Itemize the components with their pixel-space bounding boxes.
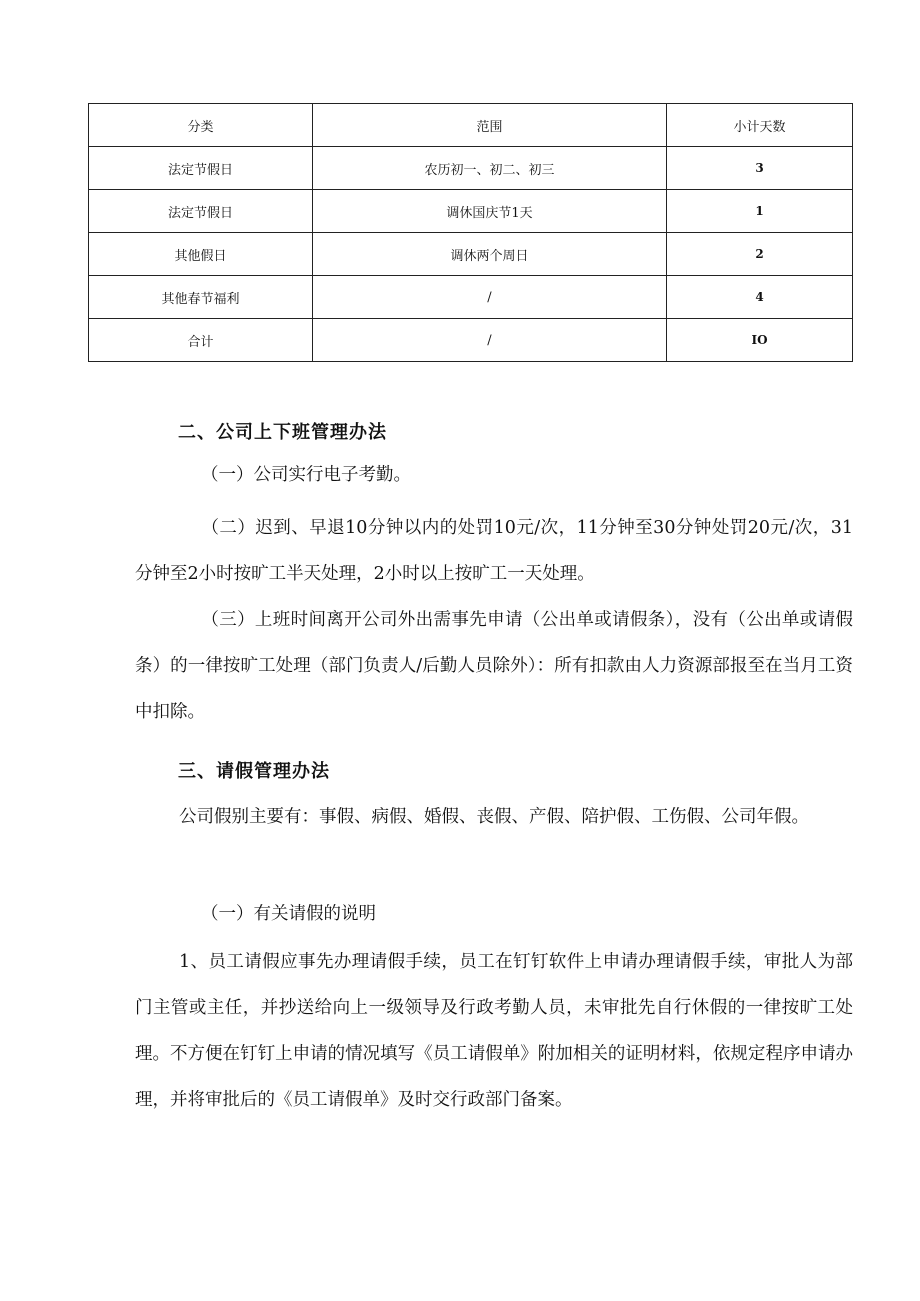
cell-scope: 调休两个周日 bbox=[313, 233, 667, 276]
cell-category: 其他假日 bbox=[89, 233, 313, 276]
cell-scope: 调休国庆节1天 bbox=[313, 190, 667, 233]
section3-title: 三、请假管理办法 bbox=[178, 761, 330, 782]
header-scope: 范围 bbox=[313, 104, 667, 147]
holiday-table bbox=[88, 103, 853, 362]
table-row bbox=[89, 233, 853, 276]
cell-days: 3 bbox=[667, 147, 853, 190]
section3-paragraph-3: 1、员工请假应事先办理请假手续，员工在钉钉软件上申请办理请假手续，审批人为部门主管或主任，并抄送给向上一级领导及行政考勤人员，未审批先自行休假的一律按旷工处理。不方便在钉钉上申请的情况填写《员工请假单》附加相关的证明材料，依规定程序申请办理，并将审批后的《员工请假单》及时交行政部门备案。 bbox=[135, 952, 853, 1110]
cell-category: 法定节假日 bbox=[89, 190, 313, 233]
cell-category: 法定节假日 bbox=[89, 147, 313, 190]
table-total-row bbox=[89, 319, 853, 362]
section2-paragraph-1: （一）公司实行电子考勤。 bbox=[201, 465, 411, 485]
table-row bbox=[89, 190, 853, 233]
header-category: 分类 bbox=[89, 104, 313, 147]
cell-category: 合计 bbox=[89, 319, 313, 362]
cell-scope: 农历初一、初二、初三 bbox=[313, 147, 667, 190]
cell-days: 1 bbox=[667, 190, 853, 233]
table-row bbox=[89, 147, 853, 190]
header-days: 小计天数 bbox=[667, 104, 853, 147]
cell-scope: / bbox=[313, 319, 667, 362]
section3-paragraph-1: 公司假别主要有：事假、病假、婚假、丧假、产假、陪护假、工伤假、公司年假。 bbox=[179, 807, 809, 827]
table-header-row bbox=[89, 104, 853, 147]
table-row bbox=[89, 276, 853, 319]
cell-scope: / bbox=[313, 276, 667, 319]
cell-days: 2 bbox=[667, 233, 853, 276]
cell-days: IO bbox=[667, 319, 853, 362]
cell-category: 其他春节福利 bbox=[89, 276, 313, 319]
cell-days: 4 bbox=[667, 276, 853, 319]
section2-paragraph-3: （三）上班时间离开公司外出需事先申请（公出单或请假条），没有（公出单或请假条）的一律按旷工处理（部门负责人/后勤人员除外）：所有扣款由人力资源部报至在当月工资中扣除。 bbox=[135, 610, 853, 722]
section2-paragraph-2: （二）迟到、早退10分钟以内的处罚10元/次，11分钟至30分钟处罚20元/次，31分钟至2小时按旷工半天处理，2小时以上按旷工一天处理。 bbox=[135, 518, 853, 584]
section2-title: 二、公司上下班管理办法 bbox=[178, 422, 387, 443]
section3-paragraph-2: （一）有关请假的说明 bbox=[201, 904, 376, 924]
